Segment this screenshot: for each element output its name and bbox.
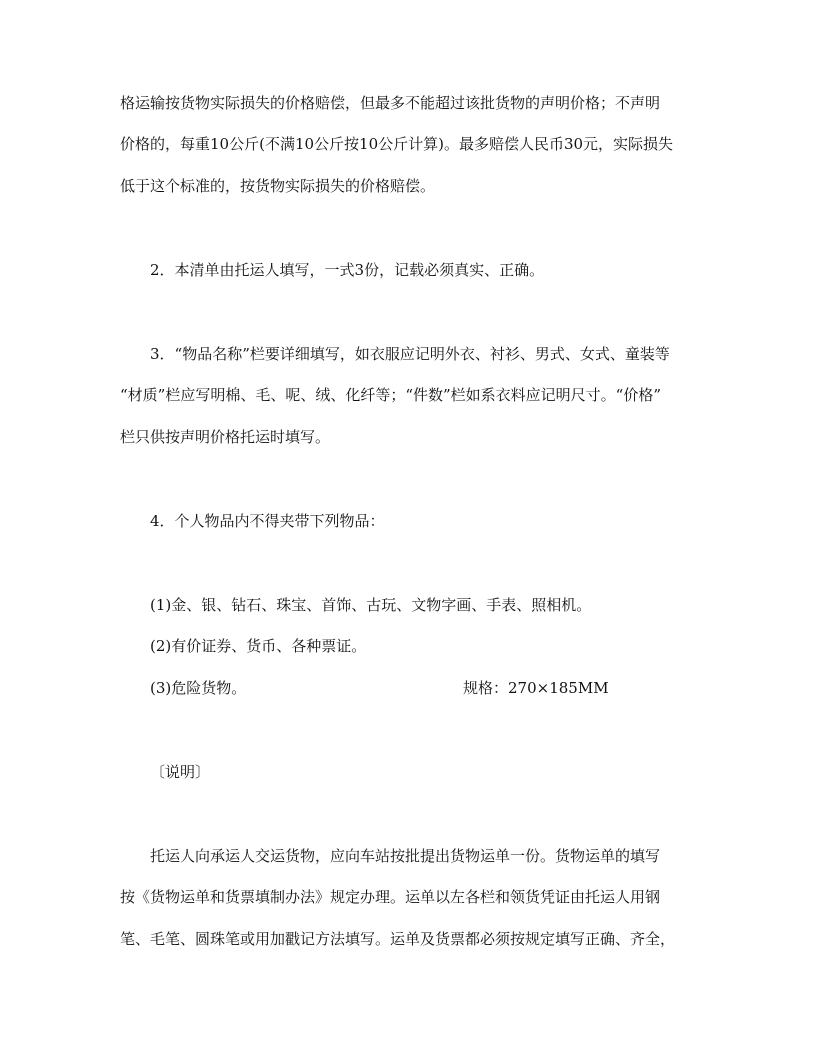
paragraph-line: 价格的，每重10公斤(不满10公斤按10公斤计算)。最多赔偿人民币30元，实际损失 [120,135,674,153]
sub-item-2: (2)有价证券、货币、各种票证。 [150,637,367,655]
list-item-3-line: “材质”栏应写明棉、毛、呢、绒、化纤等；“件数”栏如系衣料应记明尺寸。“价格” [120,386,662,404]
spec-label: 规格：270×185MM [463,679,609,697]
note-heading: 〔说明〕 [150,763,211,781]
list-item-3-line: 3．“物品名称”栏要详细填写，如衣服应记明外衣、衬衫、男式、女式、童装等 [150,345,670,363]
final-paragraph-line: 笔、毛笔、圆珠笔或用加戳记方法填写。运单及货票都必须按规定填写正确、齐全， [120,930,676,948]
paragraph-line: 格运输按货物实际损失的价格赔偿，但最多不能超过该批货物的声明价格；不声明 [120,94,661,112]
final-paragraph-line: 按《货物运单和货票填制办法》规定办理。运单以左各栏和领货凭证由托运人用钢 [120,888,661,906]
list-item-3-line: 栏只供按声明价格托运时填写。 [120,428,331,446]
list-item-2: 2．本清单由托运人填写，一式3份，记载必须真实、正确。 [150,261,545,279]
paragraph-line: 低于这个标准的，按货物实际损失的价格赔偿。 [120,177,436,195]
final-paragraph-line: 托运人向承运人交运货物，应向车站按批提出货物运单一份。货物运单的填写 [150,847,661,865]
sub-item-3: (3)危险货物。 [150,679,247,697]
list-item-4: 4．个人物品内不得夹带下列物品： [150,512,385,530]
sub-item-1: (1)金、银、钻石、珠宝、首饰、古玩、文物字画、手表、照相机。 [150,596,592,614]
